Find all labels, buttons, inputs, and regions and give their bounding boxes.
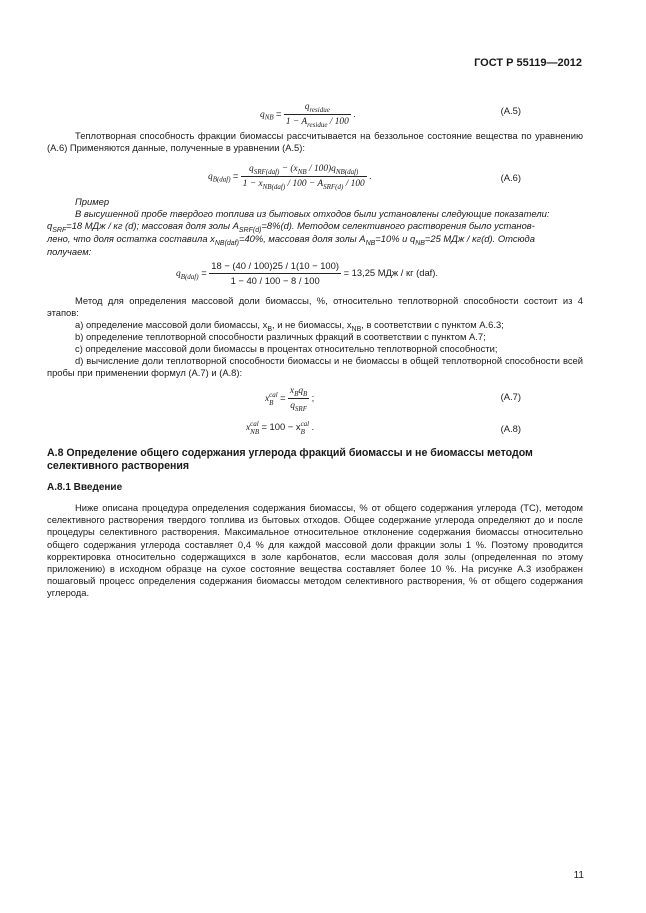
example-line-2 — [47, 220, 583, 232]
eq-a5-number: (A.5) — [500, 105, 521, 116]
example-line-3 — [47, 233, 583, 245]
example-q-nb-text: =10% и q — [375, 233, 416, 244]
example-q-srf-sub: SRF — [52, 226, 67, 234]
eq-a6-num-2: − (x — [279, 164, 298, 174]
example-ash-sub: SRF(d) — [238, 226, 262, 234]
example-result-text: =25 МДж / кг(d). Отсюда — [424, 233, 535, 244]
eq-a7-number: (A.7) — [500, 391, 521, 402]
step-a — [47, 319, 583, 331]
eq-a6-lhs: q — [208, 171, 213, 182]
eq-a6-num-1: q — [249, 164, 254, 174]
eq-a7-fraction — [288, 385, 309, 412]
eq-a8-lhs-sub: NB — [250, 428, 260, 436]
step-a-text-3: , в соответствии с пунктом A.6.3; — [361, 319, 504, 330]
eq-a6-num-3: / 100)q — [306, 164, 336, 174]
example-line-1: В высушенной пробе твердого топлива из бытовых отходов были установлены следующие показатели: — [75, 208, 550, 219]
eq-a6-den-1-sub: NB(daf) — [262, 183, 286, 192]
eq-a7-den: q — [290, 401, 295, 412]
paragraph-heat-fraction: Теплотворная способность фракции биомассы рассчитывается на беззольное состояние вещества по уравнению (A.6) Применяются данные, полученные в уравнении (A.5): — [47, 130, 583, 154]
eq-a7-lhs-sup: cal — [269, 390, 278, 399]
eq-a6-fraction — [241, 163, 367, 190]
step-b: b) определение теплотворной способности различных фракций в соответствии с пунктом A.7; — [75, 331, 486, 342]
step-a-text-1: a) определение массовой доли биомассы, x — [75, 319, 268, 330]
eq-a7-num-x: x — [289, 386, 295, 396]
eq-a5-end: . — [353, 107, 356, 119]
calc-lhs: q — [176, 269, 181, 280]
eq-a7-lhs-sub: B — [269, 398, 274, 407]
equation-a5 — [47, 97, 583, 130]
example-line-4: получаем: — [47, 246, 92, 257]
example-residue-text: лено, что доля остатка составила x — [47, 233, 215, 244]
eq-a6-num-1-sub: SRF(daf) — [253, 167, 280, 176]
eq-a8-rhs-sup: cal — [300, 420, 310, 428]
eq-a8-end: . — [311, 421, 315, 433]
eq-a6-equals: = — [232, 169, 239, 181]
eq-a5-den-sub: residue — [307, 121, 328, 130]
eq-a7-num-q: q — [298, 386, 304, 396]
eq-a7-num-sub-1: B — [294, 389, 299, 398]
example-residue-sub: NB(daf) — [214, 239, 239, 247]
calc-equals: = — [201, 267, 207, 279]
step-a-sub-1: B — [267, 325, 272, 333]
example-ash-nb-text: =40%, массовая доля золы A — [238, 233, 366, 244]
example-q-nb-sub: NB — [415, 239, 425, 247]
eq-a7-den-sub: SRF — [294, 405, 307, 414]
eq-a8-lhs: x — [246, 423, 251, 434]
eq-a5-fraction — [284, 101, 351, 128]
subsection-heading: A.8.1 Введение — [47, 482, 123, 493]
step-a-text-2: , и не биомассы, x — [271, 319, 352, 330]
eq-a7-num-sub-2: B — [303, 389, 308, 398]
document-header: ГОСТ Р 55119—2012 — [474, 57, 582, 69]
calc-lhs-sub: B(daf) — [180, 273, 199, 282]
equation-a6 — [47, 160, 583, 194]
step-a-sub-2: NB — [351, 325, 362, 333]
eq-a5-den-a: 1 − A — [285, 117, 308, 128]
example-ash-text: =18 МДж / кг (d); массовая доля золы A — [66, 220, 239, 231]
eq-a5-equals: = — [275, 107, 282, 119]
eq-a5-den-b: / 100 — [327, 117, 349, 128]
paragraph-method: Метод для определения массовой доли биомассы, %, относительно теплотворной способности состоит из 4 этапов: — [47, 295, 583, 319]
calc-denominator: 1 − 40 / 100 − 8 / 100 — [230, 275, 320, 287]
equation-a7 — [47, 383, 583, 413]
step-c: c) определение массовой доли биомассы в процентах относительно теплотворной способности; — [75, 343, 498, 354]
eq-a6-num-2-sub: NB — [297, 167, 307, 176]
eq-a6-den-1: 1 − x — [242, 179, 263, 190]
eq-a5-lhs-sub: NB — [264, 113, 274, 122]
eq-a8-number: (A.8) — [500, 423, 521, 434]
eq-a7-end: ; — [311, 391, 315, 403]
eq-a7-equals: = — [280, 391, 286, 403]
eq-a6-num-3-sub: NB(daf) — [335, 167, 359, 176]
eq-a8-lhs-sup: cal — [250, 420, 259, 428]
equation-a8 — [47, 420, 583, 438]
eq-a6-number: (A.6) — [500, 172, 521, 183]
example-title: Пример — [75, 196, 110, 207]
section-heading: A.8 Определение общего содержания углерода фракций биомассы и не биомассы методом селективного растворения — [47, 447, 533, 472]
example-q-srf: q — [47, 220, 53, 231]
paragraph-introduction: Ниже описана процедура определения содержания биомассы, % от общего содержания углерода (TC), методом селективного растворения твердого топлива из бытовых отходов. Общее содержание углерода определяют до и после процедуры селективного растворения. Максимальное относительное отклонение содержания биомассы относительно общего содержания углерода составляет 0,4 % для каждой массовой доли фракции золы 1 %. Поэтому проводится корректировка относительно содержащихся в золе карбонатов, если массовая доля золы (определенная по этому приложению) в исходном образце на сухое состояние вещества составляет более 10 %. На рисунке A.3 изображен пошаговый процесс определения содержания биомассы методом селективного растворения, % от общего содержания углерода. — [47, 502, 583, 599]
example-ash-nb-sub: NB — [365, 239, 376, 247]
eq-a6-lhs-sub: B(daf) — [212, 175, 231, 184]
example-method-text: =8%(d). Методом селективного растворения было установ- — [261, 220, 535, 231]
step-d: d) вычисление доли теплотворной способности биомассы и не биомассы в общей теплотворной способности всей пробы при применении формул (A.7) и (A.8): — [47, 355, 583, 379]
eq-a7-lhs: x — [265, 393, 270, 404]
calc-result: = 13,25 МДж / кг (daf). — [343, 267, 438, 279]
calc-numerator: 18 − (40 / 100)25 / 1(10 − 100) — [209, 260, 341, 274]
eq-a5-num-sub: residue — [309, 105, 330, 114]
eq-a5-num: q — [304, 102, 310, 112]
eq-a6-den-2-sub: SRF(d) — [323, 183, 344, 192]
eq-a6-den-2: / 100 − A — [285, 179, 324, 190]
example-calculation — [176, 260, 438, 287]
page-number: 11 — [573, 870, 584, 881]
eq-a6-end: . — [369, 169, 372, 181]
eq-a8-rhs-sub: B — [300, 428, 305, 436]
eq-a6-den-3: / 100 — [343, 179, 365, 190]
eq-a8-rhs: = 100 − x — [261, 421, 301, 433]
calc-fraction — [209, 260, 341, 287]
eq-a5-lhs: q — [260, 109, 265, 120]
